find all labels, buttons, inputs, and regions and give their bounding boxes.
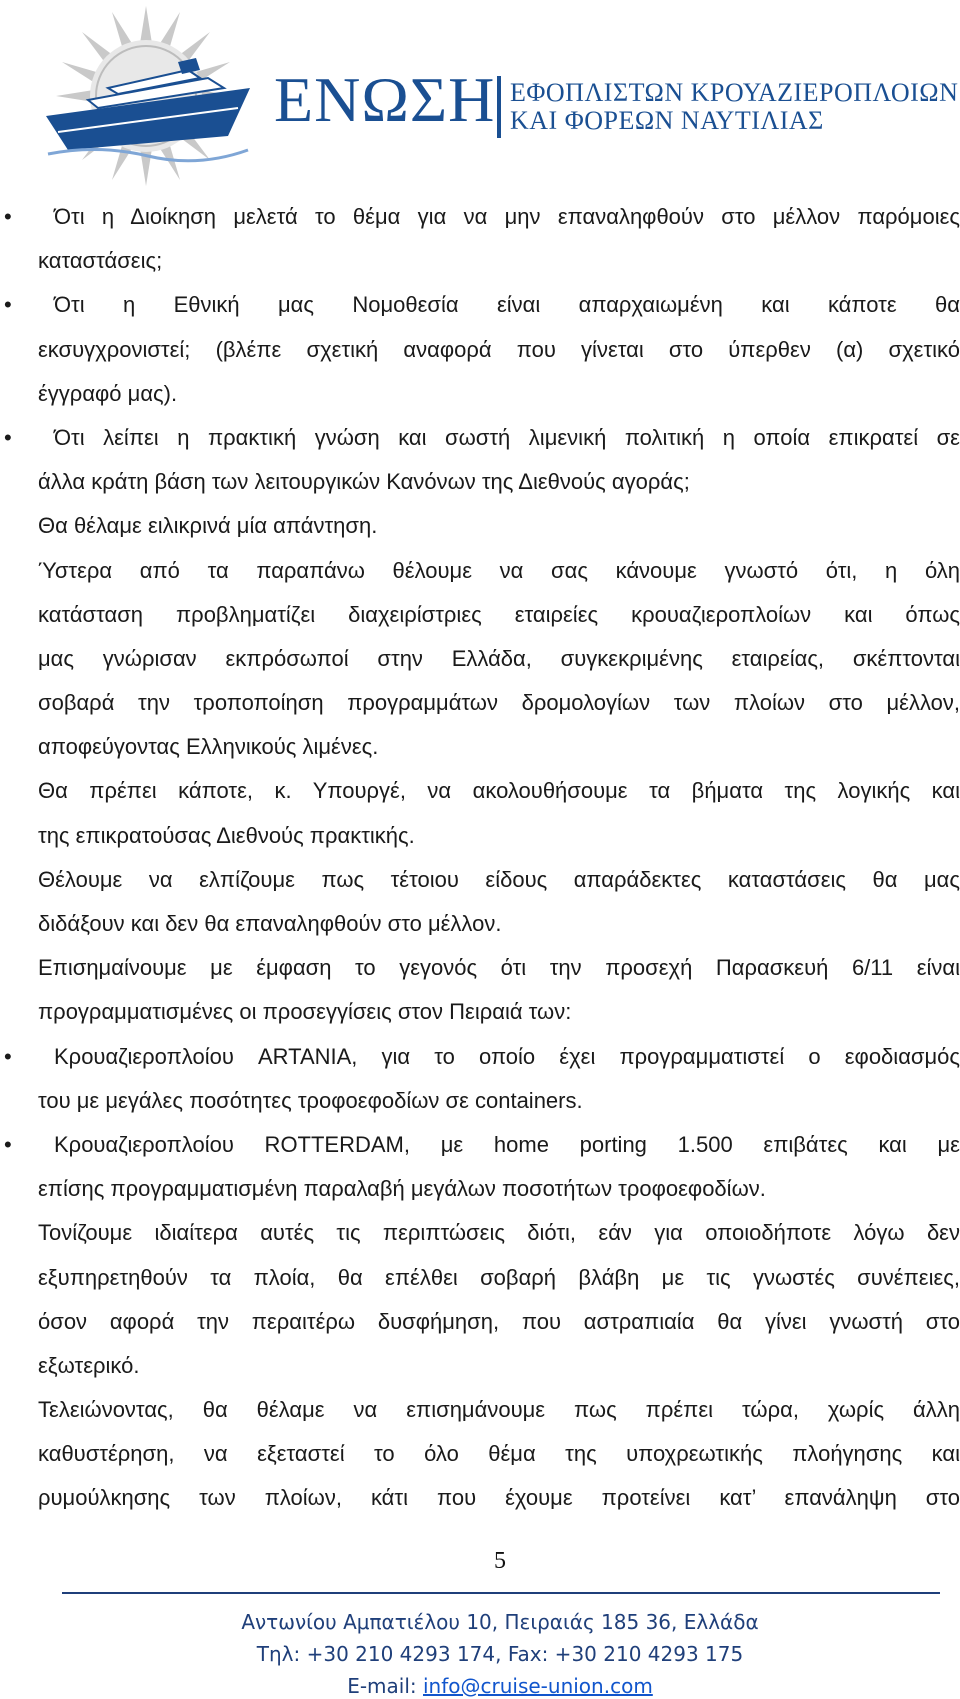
text-line: επίσης προγραμματισμένη παραλαβή μεγάλων ποσοτήτων τροφοεφοδίων. [38,1176,766,1202]
text-line: όσον αφορά την περαιτέρω δυσφήμηση, που αστραπιαία θα γίνει γνωστή στο [38,1308,960,1334]
text-line: του με μεγάλες ποσότητες τροφοεφοδίων σε containers. [38,1087,583,1113]
logo-subtitle-line-2: ΚΑΙ ΦΟΡΕΩΝ ΝΑΥΤΙΛΙΑΣ [510,106,824,135]
text-line: εξυπηρετηθούν τα πλοία, θα επέλθει σοβαρή βλάβη με τις γνωστές συνέπειες, [38,1264,960,1290]
bullet-icon: • [4,1043,12,1069]
text-line: καταστάσεις; [38,248,163,274]
ship-emblem-logo [28,4,268,194]
bullet-icon: • [4,1131,12,1157]
footer-email-line [0,1676,960,1696]
footer-email-label: E-mail: [347,1674,423,1698]
text-line: • Ότι λείπει η πρακτική γνώση και σωστή λιμενική πολιτική η οποία επικρατεί σε [38,416,960,460]
text-line: προγραμματισμένες οι προσεγγίσεις στον Πειραιά των: [38,999,572,1025]
bullet-icon: • [4,424,12,450]
text-line: Τελειώνοντας, θα θέλαμε να επισημάνουμε πως πρέπει τώρα, χωρίς άλλη [38,1397,960,1423]
text-line: • Ότι η Εθνική μας Νομοθεσία είναι απαρχαιωμένη και κάποτε θα [38,283,960,327]
logo-separator [497,76,501,138]
text-line: αποφεύγοντας Ελληνικούς λιμένες. [38,734,379,760]
text-line: διδάξουν και δεν θα επαναληφθούν στο μέλλον. [38,911,502,936]
text-line: • Ότι η Διοίκηση μελετά το θέμα για να μην επαναληφθούν στο μέλλον παρόμοιες [38,195,960,239]
bullet-icon: • [4,204,12,229]
text-line: Θα πρέπει κάποτε, κ. Υπουργέ, να ακολουθήσουμε τα βήματα της λογικής και [38,778,960,804]
text-line: Ύστερα από τα παραπάνω θέλουμε να σας κάνουμε γνωστό ότι, η όλη [38,557,960,583]
text-line: άλλα κράτη βάση των λειτουργικών Κανόνων της Διεθνούς αγοράς; [38,469,690,495]
text-line: • Κρουαζιεροπλοίου ROTTERDAM, με home porting 1.500 επιβάτες και με [38,1123,960,1167]
text-line: καθυστέρηση, να εξεταστεί το όλο θέμα της υποχρεωτικής πλοήγησης και [38,1441,960,1467]
text-line: Τονίζουμε ιδιαίτερα αυτές τις περιπτώσεις διότι, εάν για οποιοδήποτε λόγω δεν [38,1220,960,1246]
footer-divider [62,1592,940,1594]
text-line: Επισημαίνουμε με έμφαση το γεγονός ότι την προσεχή Παρασκευή 6/11 είναι [38,955,960,981]
footer-address: Αντωνίου Αμπατιέλου 10, Πειραιάς 185 36, Ελλάδα [241,1610,759,1634]
bullet-icon: • [4,292,12,318]
email-link[interactable]: info@cruise-union.com [423,1674,653,1698]
text-line: Θέλουμε να ελπίζουμε πως τέτοιου είδους απαράδεκτες καταστάσεις θα μας [38,866,960,892]
letter-body [4,195,960,1521]
footer-phones: Τηλ: +30 210 4293 174, Fax: +30 210 4293 175 [256,1642,744,1666]
text-line: εκσυγχρονιστεί; (βλέπε σχετική αναφορά που γίνεται στο ύπερθεν (α) σχετικό [38,336,960,362]
text-line: της επικρατούσας Διεθνούς πρακτικής. [38,822,415,848]
text-line: εξωτερικό. [38,1352,140,1378]
logo-wordmark: ΕΝΩΣΗ [274,64,496,135]
text-line: ρυμούλκησης των πλοίων, κάτι που έχουμε προτείνει κατ’ επανάληψη στο [38,1485,960,1511]
page-number: 5 [494,1548,506,1574]
text-line: σοβαρά την τροποποίηση προγραμμάτων δρομολογίων των πλοίων στο μέλλον, [38,690,960,716]
text-line: κατάσταση προβληματίζει διαχειρίστριες εταιρείες κρουαζιεροπλοίων και όπως [38,601,960,627]
text-line: έγγραφό μας). [38,380,178,406]
text-line: • Κρουαζιεροπλοίου ARTANIA, για το οποίο έχει προγραμματιστεί ο εφοδιασμός [38,1035,960,1079]
text-line: Θα θέλαμε ειλικρινά μία απάντηση. [38,513,378,539]
text-line: μας γνώρισαν εκπρόσωποί στην Ελλάδα, συγκεκριμένης εταιρείας, σκέπτονται [38,645,960,671]
logo-subtitle-line-1: ΕΦΟΠΛΙΣΤΩΝ ΚΡΟΥΑΖΙΕΡΟΠΛΟΙΩΝ [510,78,959,107]
